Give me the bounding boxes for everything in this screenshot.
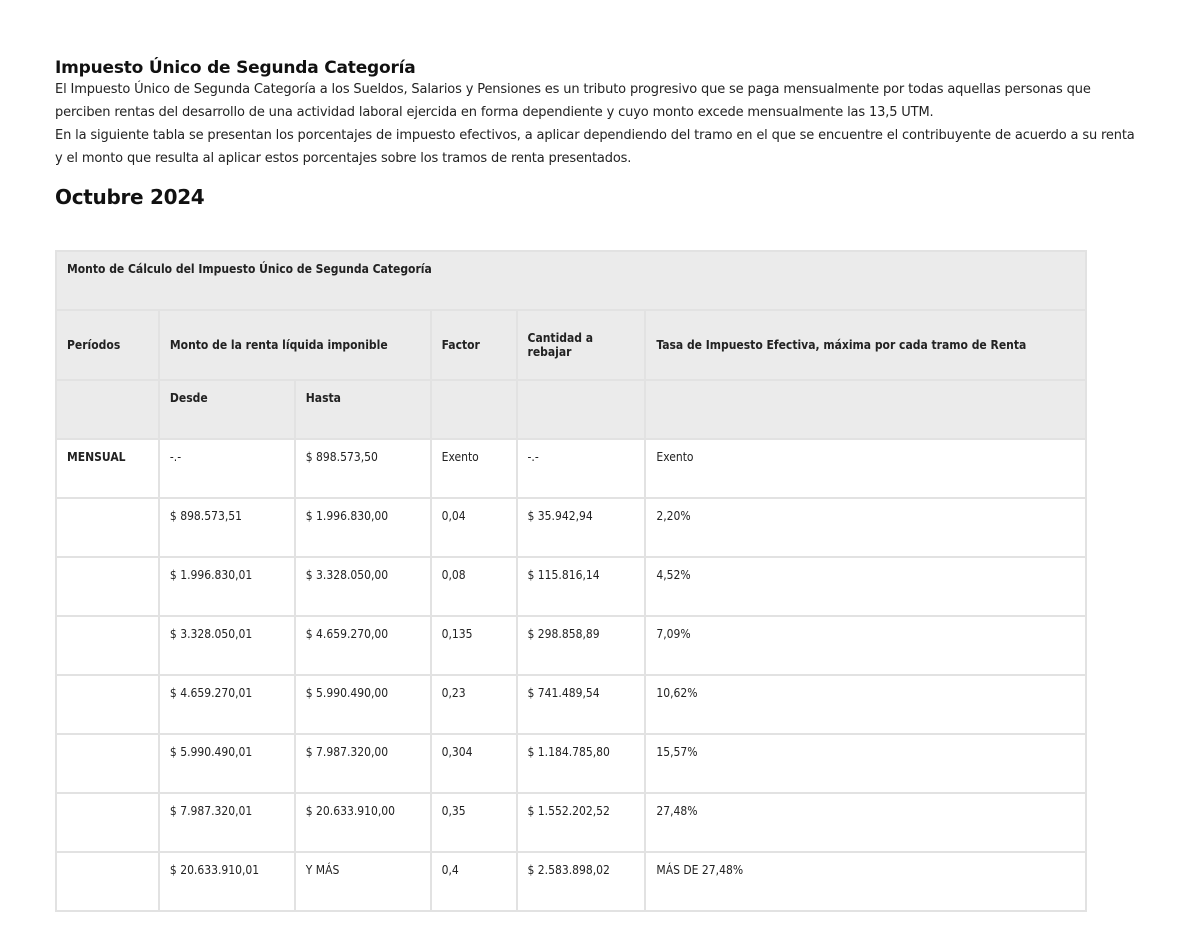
cell-cantidad: $ 2.583.898,02 [517,852,646,911]
cell-periodo [56,675,159,734]
intro-paragraph: El Impuesto Único de Segunda Categoría a los Sueldos, Salarios y Pensiones es un tributo progresivo que se paga mensualmente por todas aquellas personas que perciben rentas del desarrollo de una actividad laboral ejercida en forma dependiente y cuyo monto excede mensualmente las 13,5 UTM. [55,82,1091,120]
cell-tasa: 2,20% [645,498,1086,557]
table-caption: Monto de Cálculo del Impuesto Único de Segunda Categoría [56,251,1086,310]
table-header-row [56,310,1086,380]
cell-hasta: Y MÁS [295,852,431,911]
cell-tasa: 10,62% [645,675,1086,734]
cell-desde: $ 3.328.050,01 [159,616,295,675]
cell-hasta: $ 1.996.830,00 [295,498,431,557]
cell-periodo [56,852,159,911]
page-title: Impuesto Único de Segunda Categoría [55,58,416,78]
cell-periodo [56,557,159,616]
cell-desde: $ 7.987.320,01 [159,793,295,852]
table-row [56,852,1086,911]
table-description-paragraph: En la siguiente tabla se presentan los porcentajes de impuesto efectivos, a aplicar dependiendo del tramo en el que se encuentre el contribuyente de acuerdo a su renta y el monto que resulta al aplicar estos porcentajes sobre los tramos de renta presentados. [55,128,1135,166]
header-monto: Monto de la renta líquida imponible [159,310,431,380]
cell-desde: $ 20.633.910,01 [159,852,295,911]
table-row [56,793,1086,852]
cell-hasta: $ 20.633.910,00 [295,793,431,852]
cell-hasta: $ 3.328.050,00 [295,557,431,616]
cell-tasa: 27,48% [645,793,1086,852]
cell-periodo [56,498,159,557]
table-row [56,734,1086,793]
table-row [56,675,1086,734]
cell-desde: -.- [159,439,295,498]
cell-tasa: 15,57% [645,734,1086,793]
subheader-desde: Desde [159,380,295,439]
header-tasa: Tasa de Impuesto Efectiva, máxima por cada tramo de Renta [645,310,1086,380]
cell-factor: 0,23 [431,675,517,734]
cell-periodo [56,793,159,852]
table-subheader-row [56,380,1086,439]
tax-bracket-table [55,250,1087,912]
cell-tasa: MÁS DE 27,48% [645,852,1086,911]
cell-desde: $ 5.990.490,01 [159,734,295,793]
cell-periodo [56,616,159,675]
period-heading: Octubre 2024 [55,185,205,209]
cell-factor: 0,04 [431,498,517,557]
cell-factor: 0,4 [431,852,517,911]
cell-cantidad: $ 35.942,94 [517,498,646,557]
cell-factor: 0,08 [431,557,517,616]
table-caption-row [56,251,1086,310]
cell-cantidad: $ 1.552.202,52 [517,793,646,852]
header-periodos: Períodos [56,310,159,380]
cell-factor: 0,35 [431,793,517,852]
header-cantidad: Cantidad a rebajar [517,310,646,380]
subheader-empty [645,380,1086,439]
cell-desde: $ 1.996.830,01 [159,557,295,616]
cell-desde: $ 898.573,51 [159,498,295,557]
cell-factor: 0,135 [431,616,517,675]
cell-hasta: $ 7.987.320,00 [295,734,431,793]
cell-factor: 0,304 [431,734,517,793]
table-row [56,557,1086,616]
subheader-empty [56,380,159,439]
cell-hasta: $ 898.573,50 [295,439,431,498]
cell-cantidad: $ 298.858,89 [517,616,646,675]
cell-cantidad: -.- [517,439,646,498]
cell-periodo [56,734,159,793]
subheader-empty [517,380,646,439]
cell-tasa: Exento [645,439,1086,498]
header-factor: Factor [431,310,517,380]
cell-hasta: $ 4.659.270,00 [295,616,431,675]
cell-cantidad: $ 741.489,54 [517,675,646,734]
subheader-hasta: Hasta [295,380,431,439]
table-row [56,498,1086,557]
cell-cantidad: $ 115.816,14 [517,557,646,616]
cell-cantidad: $ 1.184.785,80 [517,734,646,793]
subheader-empty [431,380,517,439]
cell-hasta: $ 5.990.490,00 [295,675,431,734]
cell-periodo: MENSUAL [56,439,159,498]
cell-tasa: 7,09% [645,616,1086,675]
cell-tasa: 4,52% [645,557,1086,616]
document-page [55,58,1145,877]
cell-factor: Exento [431,439,517,498]
table-row [56,439,1086,498]
table-row [56,616,1086,675]
cell-desde: $ 4.659.270,01 [159,675,295,734]
